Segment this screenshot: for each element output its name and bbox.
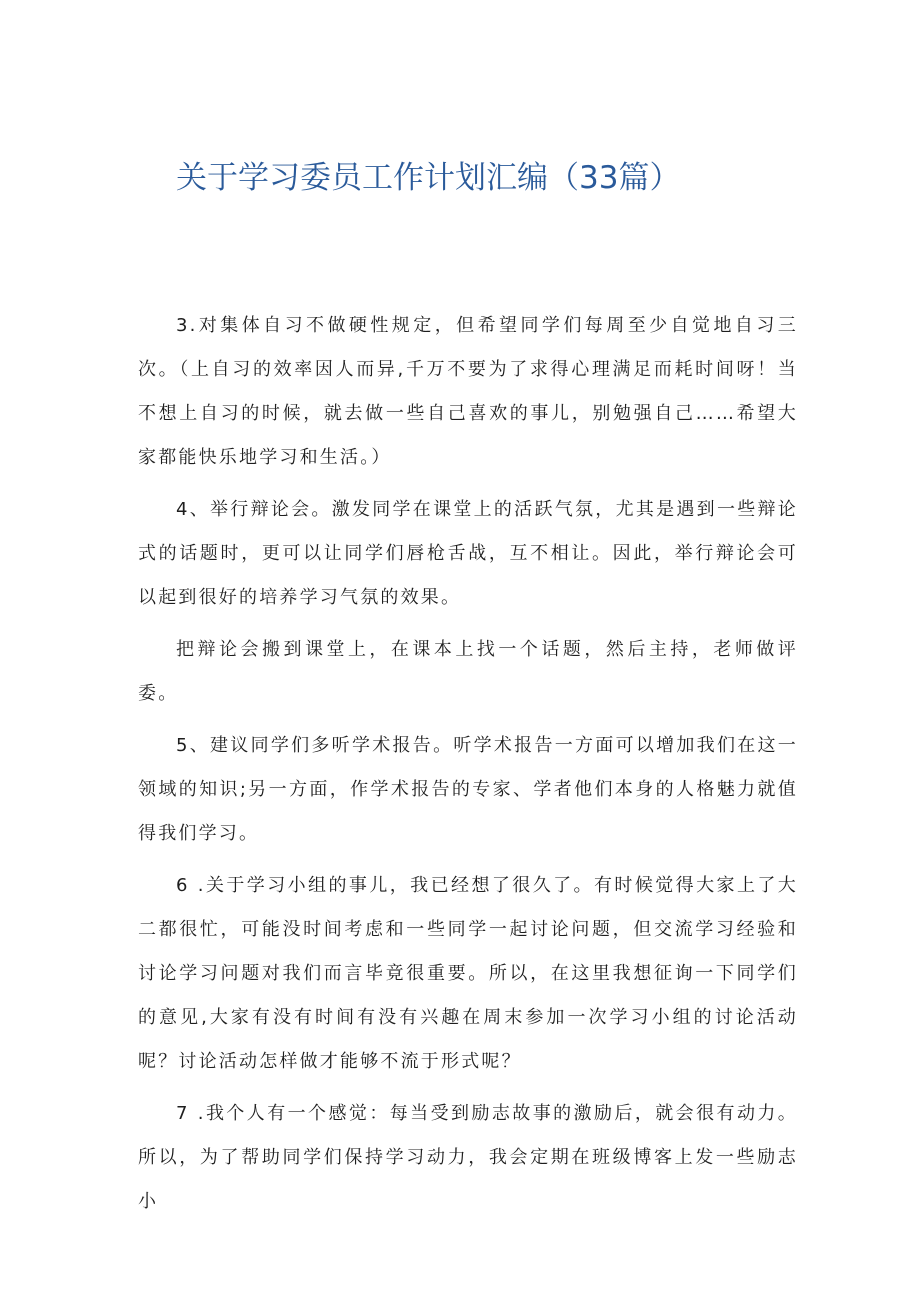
document-title: 关于学习委员工作计划汇编（33篇） — [176, 160, 681, 196]
document-body — [138, 304, 798, 1232]
paragraph-item-6: 6 .关于学习小组的事儿，我已经想了很久了。有时候觉得大家上了大二都很忙，可能没时间考虑和一些同学一起讨论问题，但交流学习经验和讨论学习问题对我们而言毕竟很重要。所以，在这里我想征询一下同学们的意见,大家有没有时间有没有兴趣在周末参加一次学习小组的讨论活动呢？讨论活动怎样做才能够不流于形式呢？ — [138, 875, 798, 1072]
paragraph-item-5: 5、建议同学们多听学术报告。听学术报告一方面可以增加我们在这一领域的知识;另一方面，作学术报告的专家、学者他们本身的人格魅力就值得我们学习。 — [138, 735, 798, 844]
paragraph-debate-note: 把辩论会搬到课堂上，在课本上找一个话题，然后主持，老师做评委。 — [138, 639, 798, 704]
paragraph-item-7: 7 .我个人有一个感觉：每当受到励志故事的激励后，就会很有动力。所以，为了帮助同学们保持学习动力，我会定期在班级博客上发一些励志小 — [138, 1103, 798, 1212]
paragraph-item-3: 3.对集体自习不做硬性规定，但希望同学们每周至少自觉地自习三次。（上自习的效率因人而异,千万不要为了求得心理满足而耗时间呀！当不想上自习的时候，就去做一些自己喜欢的事儿，别勉强自己……希望大家都能快乐地学习和生活。） — [138, 315, 798, 468]
paragraph-item-4: 4、举行辩论会。激发同学在课堂上的活跃气氛，尤其是遇到一些辩论式的话题时，更可以让同学们唇枪舌战，互不相让。因此，举行辩论会可以起到很好的培养学习气氛的效果。 — [138, 499, 798, 608]
